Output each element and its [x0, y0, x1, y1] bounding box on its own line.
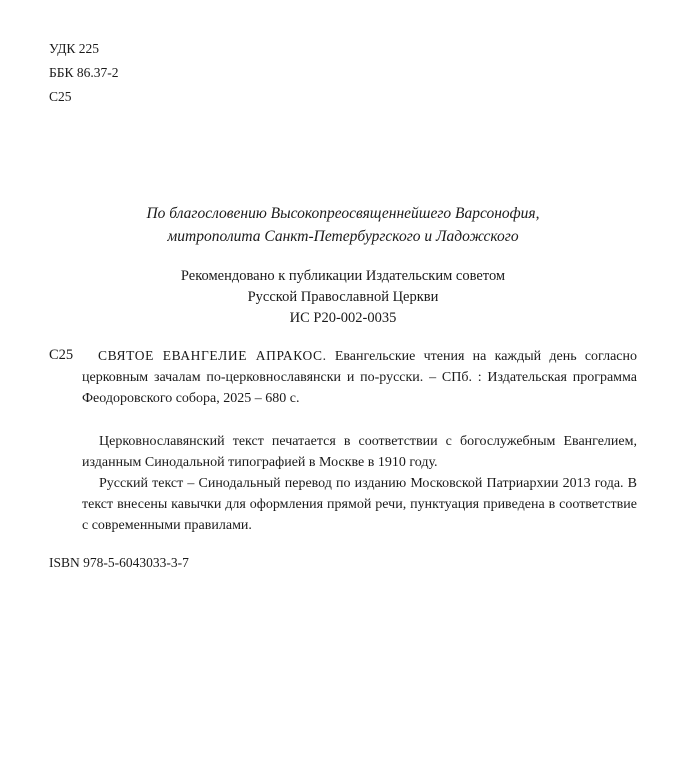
entry-description: Евангельские чтения на каждый день согласно церковным зачалам по-церковнославянски и по-русски. – СПб. : Издательская программа Феодоровского собора, 2025 – 680 с. — [82, 349, 637, 406]
blessing-text — [60, 202, 626, 248]
bibliographic-entry — [49, 345, 637, 409]
isbn: ISBN 978-5-6043033-3-7 — [49, 555, 189, 570]
entry-title: СВЯТОЕ ЕВАНГЕЛИЕ АПРАКОС. — [98, 348, 327, 363]
note-church-slavonic: Церковнославянский текст печатается в соответствии с богослужебным Евангелием, изданным Синодальной типографией в Москве в 1910 году. — [82, 434, 637, 470]
entry-description-block — [82, 345, 637, 409]
edition-notes — [82, 431, 637, 536]
udk-code: УДК 225 — [49, 41, 100, 56]
bbk-code: ББК 86.37-2 — [49, 65, 119, 80]
blessing-line-2: митрополита Санкт-Петербургского и Ладожского — [167, 228, 519, 245]
note-russian-text: Русский текст – Синодальный перевод по изданию Московской Патриархии 2013 года. В текст внесены кавычки для оформления прямой речи, пунктуация приведена в соответствие с современными правилами. — [82, 476, 637, 533]
entry-code: С25 — [49, 347, 74, 363]
author-mark: С25 — [49, 89, 72, 104]
recommendation-text — [60, 266, 626, 329]
recommendation-number: ИС Р20-002-0035 — [289, 310, 397, 326]
recommendation-line-1: Рекомендовано к публикации Издательским советом — [180, 268, 506, 284]
classification-codes — [49, 37, 119, 109]
recommendation-line-2: Русской Православной Церкви — [247, 289, 439, 305]
blessing-line-1: По благословению Высокопреосвященнейшего Варсонофия, — [146, 205, 540, 222]
entry-body — [82, 345, 637, 409]
